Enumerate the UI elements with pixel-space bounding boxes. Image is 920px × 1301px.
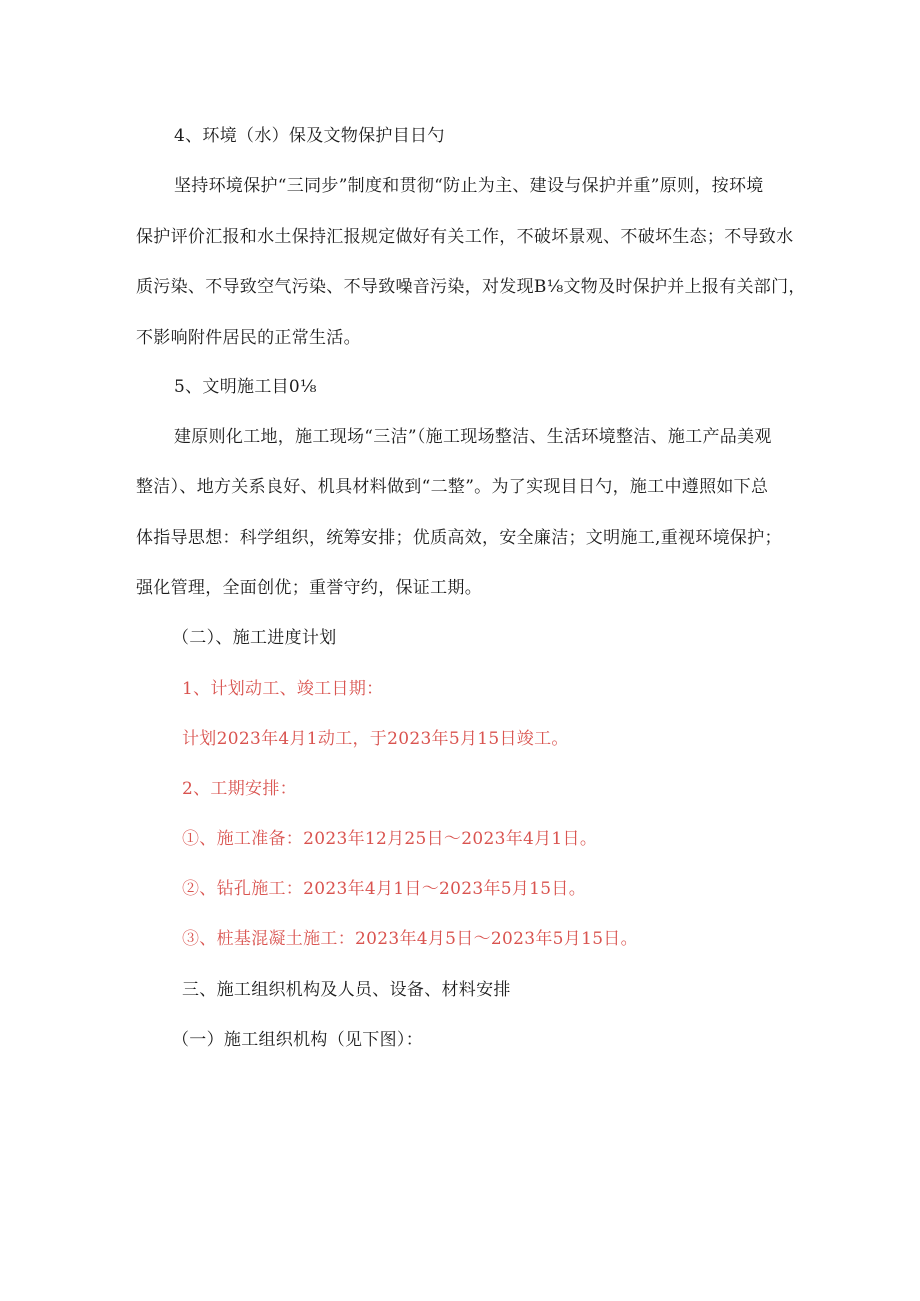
phase-item: ①、施工准备：2023年12月25日～2023年4月1日。 (182, 829, 598, 849)
section-4-para-line: 质污染、不导致空气污染、不导致噪音污染，对发现B⅛文物及时保护并上报有关部门， (136, 277, 806, 297)
duration-heading: 2、工期安排： (182, 779, 297, 799)
section-5-para-line: 整洁）、地方关系良好、机具材料做到“二整”。为了实现目日勺，施工中遵照如下总 (136, 477, 769, 497)
phase-item: ③、桩基混凝土施工：2023年4月5日～2023年5月15日。 (182, 929, 638, 949)
phase-item: ②、钻孔施工：2023年4月1日～2023年5月15日。 (182, 879, 587, 899)
org-structure-heading: （一）施工组织机构（见下图）： (172, 1030, 423, 1050)
planned-dates-heading: 1、计划动工、竣工日期： (182, 679, 384, 699)
schedule-heading: （二）、施工进度计划 (172, 628, 337, 648)
section-4-heading: 4、环境（水）保及文物保护目日勺 (174, 126, 445, 146)
section-4-para-line: 坚持环境保护“三同步”制度和贯彻“防止为主、建设与保护并重”原则，按环境 (174, 176, 764, 196)
section-3-heading: 三、施工组织机构及人员、设备、材料安排 (182, 980, 511, 1000)
section-5-heading: 5、文明施工目0⅛ (174, 377, 317, 397)
section-4-para-line: 保护评价汇报和水土保持汇报规定做好有关工作，不破坏景观、不破坏生态；不导致水 (136, 227, 794, 247)
planned-dates-text: 计划2023年4月1动工，于2023年5月15日竣工。 (182, 729, 569, 749)
section-5-para-line: 建原则化工地，施工现场“三洁”（施工现场整洁、生活环境整洁、施工产品美观 (174, 427, 772, 447)
section-5-para-line: 体指导思想：科学组织，统筹安排；优质高效，安全廉洁；文明施工,重视环境保护； (136, 528, 782, 548)
section-5-para-line: 强化管理，全面创优；重誉守约，保证工期。 (136, 578, 482, 598)
section-4-para-line: 不影响附件居民的正常生活。 (136, 328, 361, 348)
